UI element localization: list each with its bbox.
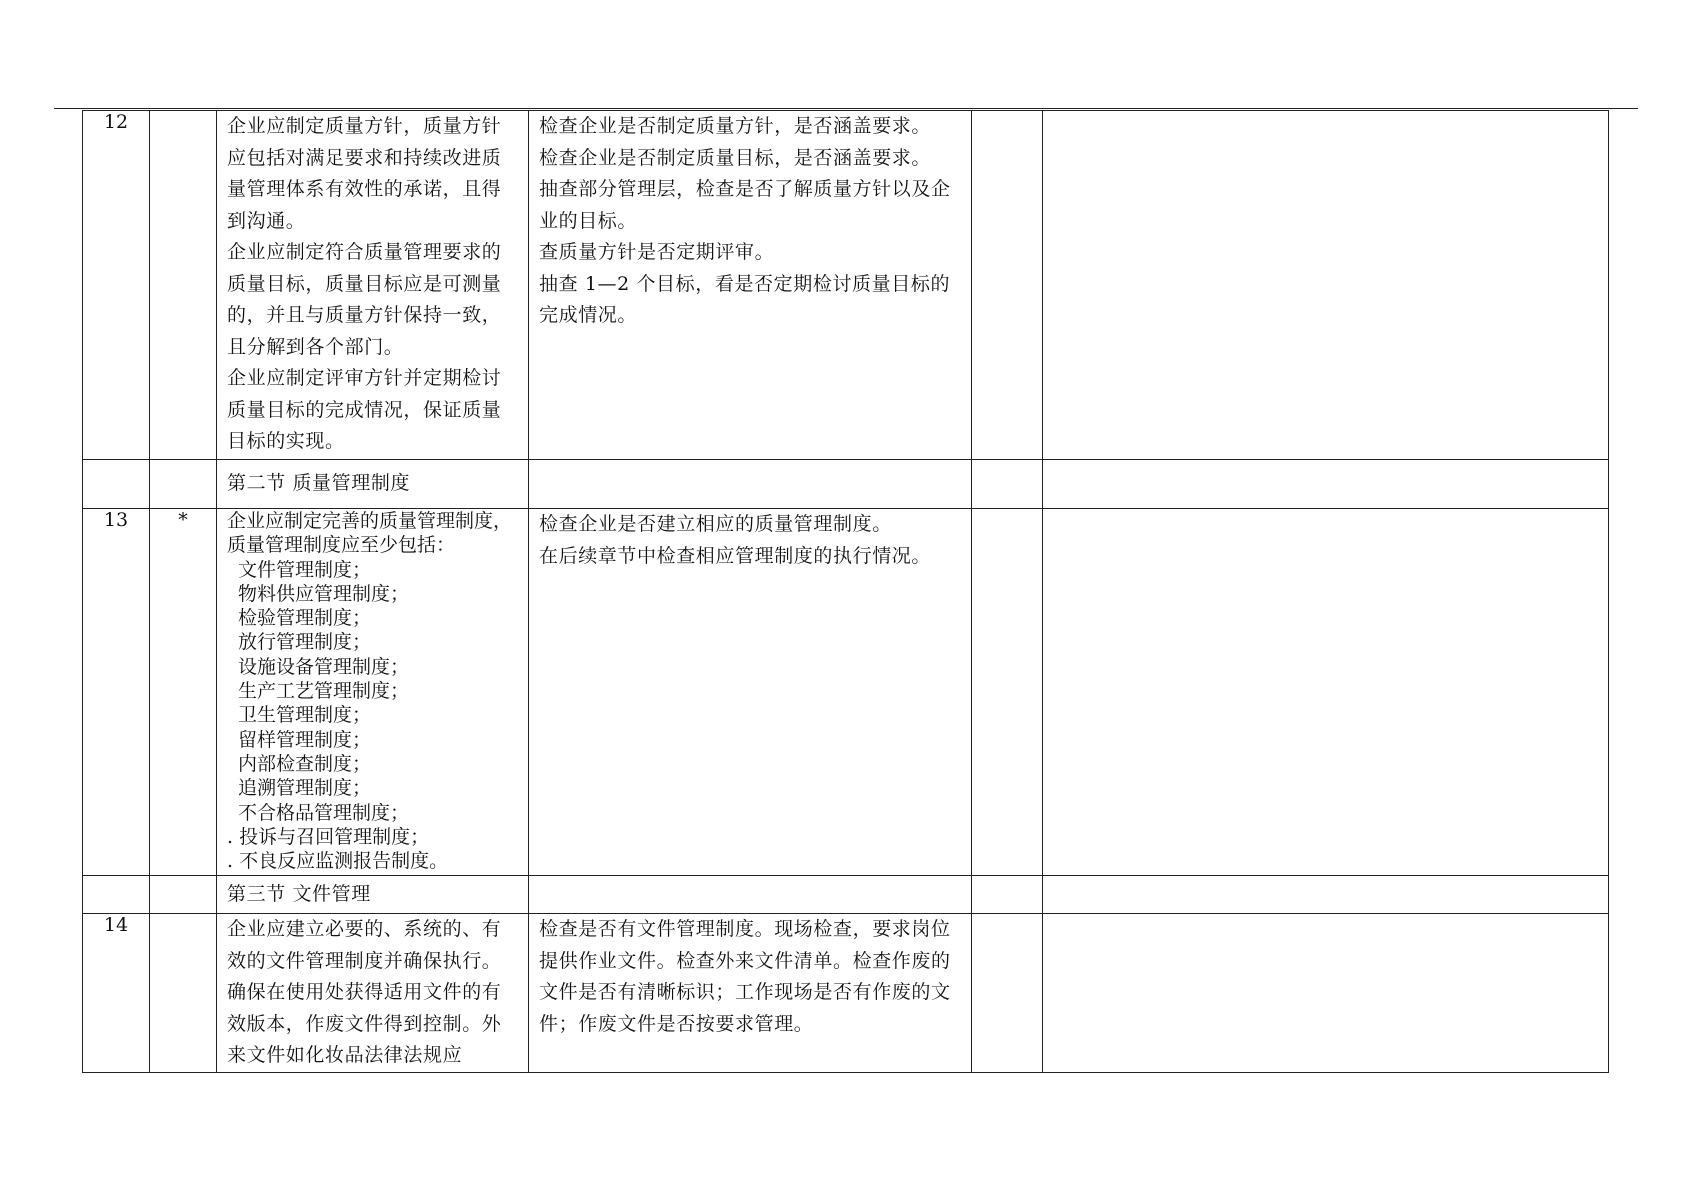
key-item-mark	[150, 876, 217, 914]
result-cell	[972, 509, 1043, 876]
remarks-cell	[1043, 460, 1609, 509]
key-item-mark	[150, 914, 217, 1073]
list-item: 文件管理制度；	[238, 558, 372, 581]
item-number: 13	[83, 509, 150, 876]
item-number: 12	[83, 111, 150, 460]
table-row	[83, 509, 1609, 876]
section-row	[83, 876, 1609, 914]
section-row	[83, 460, 1609, 509]
result-cell	[972, 914, 1043, 1073]
method-text: 检查企业是否制定质量目标，是否涵盖要求。	[539, 146, 932, 169]
list-item: 留样管理制度；	[238, 728, 372, 751]
inspection-table	[82, 110, 1609, 1073]
list-item: 放行管理制度；	[238, 631, 372, 654]
key-item-mark	[150, 460, 217, 509]
list-item: . 投诉与召回管理制度；	[227, 825, 430, 848]
remarks-cell	[1043, 509, 1609, 876]
list-item: 生产工艺管理制度；	[238, 680, 410, 703]
method-text: 检查企业是否制定质量方针，是否涵盖要求。	[539, 115, 932, 137]
key-item-mark	[150, 111, 217, 460]
section-title: 第三节 文件管理	[227, 883, 371, 905]
requirement-cell	[217, 509, 529, 876]
method-text: 抽查部分管理层，检查是否了解质量方针以及企业的目标。	[539, 178, 951, 232]
header-rule	[54, 108, 1638, 109]
remarks-cell	[1043, 111, 1609, 460]
table-row	[83, 111, 1609, 460]
requirement-text: 企业应制定完善的质量管理制度，质量管理制度应至少包括：	[227, 510, 513, 557]
requirement-text: 企业应建立必要的、系统的、有效的文件管理制度并确保执行。确保在使用处获得适用文件的有效版本，作废文件得到控制。外来文件如化妆品法律法规应	[227, 918, 502, 1066]
inspection-method-cell	[529, 509, 972, 876]
section-title-cell	[217, 876, 529, 914]
requirement-text: 企业应制定评审方针并定期检讨质量目标的完成情况，保证质量目标的实现。	[227, 367, 502, 452]
list-item: 追溯管理制度；	[238, 777, 372, 800]
key-item-mark: *	[150, 509, 217, 876]
remarks-cell	[1043, 876, 1609, 914]
result-cell	[972, 111, 1043, 460]
requirement-text: 企业应制定符合质量管理要求的质量目标，质量目标应是可测量的，并且与质量方针保持一致，且分解到各个部门。	[227, 241, 502, 358]
list-item: . 不良反应监测报告制度。	[227, 850, 449, 873]
list-item: 检验管理制度；	[238, 607, 372, 630]
method-text: 在后续章节中检查相应管理制度的执行情况。	[539, 544, 932, 567]
inspection-method-cell	[529, 876, 972, 914]
item-number: 14	[83, 914, 150, 1073]
list-item: 设施设备管理制度；	[238, 655, 410, 678]
inspection-method-cell	[529, 914, 972, 1073]
method-text: 抽查 1—2 个目标，看是否定期检讨质量目标的完成情况。	[539, 272, 951, 326]
item-number	[83, 460, 150, 509]
method-text: 查质量方针是否定期评审。	[539, 241, 775, 263]
item-number	[83, 876, 150, 914]
requirement-cell	[217, 914, 529, 1073]
list-item: 不合格品管理制度；	[238, 801, 410, 824]
section-title-cell	[217, 460, 529, 509]
list-item: 卫生管理制度；	[238, 704, 372, 727]
requirement-text: 企业应制定质量方针，质量方针应包括对满足要求和持续改进质量管理体系有效性的承诺，且得到沟通。	[227, 115, 502, 232]
inspection-method-cell	[529, 460, 972, 509]
section-title: 第二节 质量管理制度	[227, 472, 411, 494]
result-cell	[972, 460, 1043, 509]
method-text: 检查是否有文件管理制度。现场检查，要求岗位提供作业文件。检查外来文件清单。检查作废的文件是否有清晰标识；工作现场是否有作废的文件；作废文件是否按要求管理。	[539, 918, 951, 1035]
method-text: 检查企业是否建立相应的质量管理制度。	[539, 513, 892, 535]
list-item: 内部检查制度；	[238, 752, 372, 775]
remarks-cell	[1043, 914, 1609, 1073]
list-item: 物料供应管理制度；	[238, 582, 410, 605]
table-row	[83, 914, 1609, 1073]
inspection-method-cell	[529, 111, 972, 460]
result-cell	[972, 876, 1043, 914]
requirement-cell	[217, 111, 529, 460]
